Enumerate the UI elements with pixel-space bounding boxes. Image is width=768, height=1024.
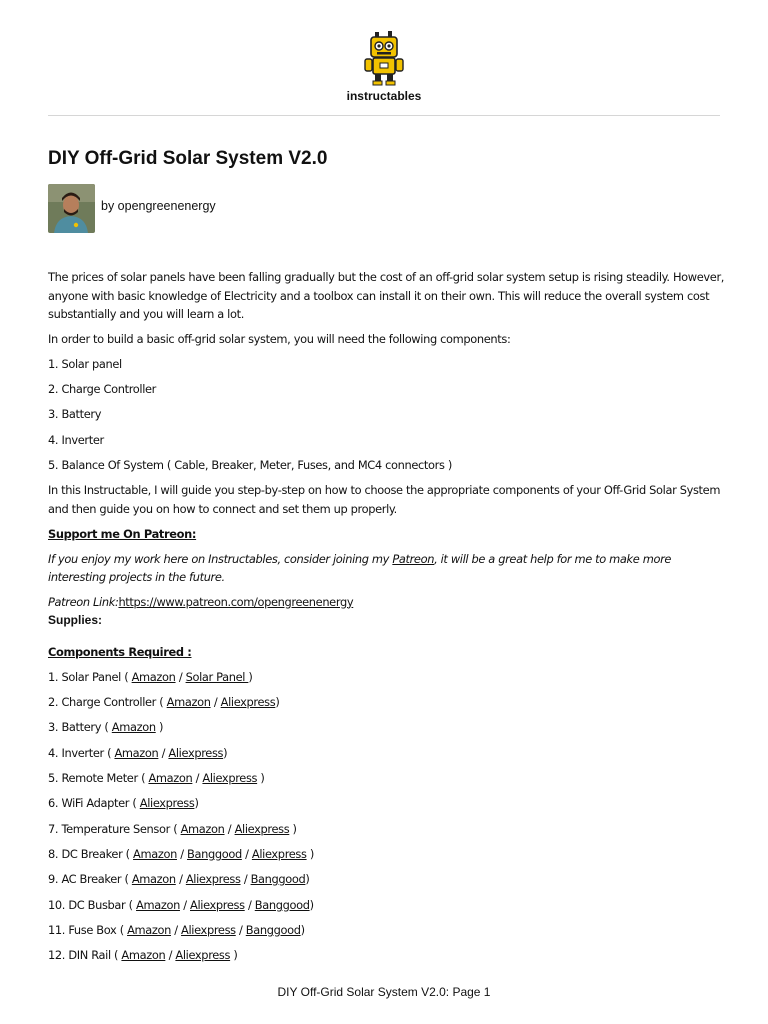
required-item-suffix: ) (275, 695, 280, 710)
link-separator: / (171, 922, 182, 937)
author-block (48, 184, 216, 233)
link-separator: / (176, 846, 188, 861)
author-avatar[interactable] (48, 184, 95, 233)
patreon-link[interactable]: Patreon (392, 551, 435, 566)
components-required-heading: Components Required : (48, 644, 192, 659)
component-item: 2. Charge Controller (48, 382, 157, 397)
page-title: DIY Off-Grid Solar System V2.0 (48, 148, 328, 169)
store-link[interactable]: Banggood (187, 846, 242, 861)
store-link[interactable]: Amazon (131, 669, 176, 684)
required-item-suffix: ) (289, 821, 297, 836)
required-item-label: 7. Temperature Sensor ( (48, 821, 181, 836)
store-link[interactable]: Amazon (131, 872, 176, 887)
required-item (48, 921, 728, 940)
required-item-label: 3. Battery ( (48, 720, 112, 735)
store-link[interactable]: Amazon (133, 846, 177, 861)
link-separator: / (175, 872, 186, 887)
required-item-suffix: ) (257, 771, 265, 786)
store-link[interactable]: Aliexpress (185, 872, 241, 887)
link-separator: / (210, 695, 221, 710)
required-item (48, 896, 728, 915)
required-item-label: 8. DC Breaker ( (48, 846, 134, 861)
patreon-paragraph (48, 550, 728, 587)
required-item-label: 12. DIN Rail ( (48, 948, 122, 963)
page-footer: DIY Off-Grid Solar System V2.0: Page 1 (277, 985, 491, 999)
store-link[interactable]: Aliexpress (251, 846, 307, 861)
author-byline[interactable]: by opengreenenergy (101, 198, 216, 213)
store-link[interactable]: Amazon (136, 897, 180, 912)
link-separator: / (175, 669, 186, 684)
store-link[interactable]: Aliexpress (234, 821, 290, 836)
header-divider (48, 115, 720, 116)
store-link[interactable]: Amazon (127, 922, 171, 937)
link-separator: / (240, 872, 251, 887)
required-item (48, 718, 728, 737)
link-separator: / (179, 897, 190, 912)
required-item (48, 744, 728, 763)
components-required-list (48, 668, 728, 965)
required-item-suffix: ) (309, 897, 314, 912)
store-link[interactable]: Aliexpress (202, 771, 258, 786)
guide-paragraph: In this Instructable, I will guide you step-by-step on how to choose the appropriate components of your Off-Grid Solar System and then guide you on how to connect and set them up properly. (48, 483, 721, 516)
required-item-suffix: ) (248, 669, 253, 684)
patreon-url-link[interactable]: https://www.patreon.com/opengreenenergy (118, 594, 354, 609)
required-item-suffix: ) (300, 922, 305, 937)
required-item-suffix: ) (305, 872, 310, 887)
required-item-suffix: ) (194, 796, 199, 811)
required-item-label: 2. Charge Controller ( (48, 695, 167, 710)
patreon-link-line (48, 593, 728, 612)
link-separator: / (158, 745, 169, 760)
required-item-suffix: ) (155, 720, 164, 735)
article-body (48, 268, 728, 965)
required-item (48, 820, 728, 839)
required-item-label: 4. Inverter ( (48, 745, 115, 760)
store-link[interactable]: Amazon (180, 821, 225, 836)
store-link[interactable]: Aliexpress (168, 745, 224, 760)
required-item (48, 693, 728, 712)
store-link[interactable]: Banggood (250, 872, 306, 887)
patreon-text-after: , it will be a great help for me to make more interesting projects in the future. (48, 551, 672, 585)
store-link[interactable]: Banggood (254, 897, 310, 912)
component-item: 3. Battery (48, 407, 102, 422)
instructables-robot-logo-icon[interactable] (362, 30, 406, 86)
store-link[interactable]: Aliexpress (181, 922, 236, 937)
required-item (48, 668, 728, 687)
required-item (48, 845, 728, 864)
required-item-label: 11. Fuse Box ( (48, 922, 128, 937)
store-link[interactable]: Aliexpress (190, 897, 245, 912)
required-item-suffix: ) (223, 745, 228, 760)
store-link[interactable]: Amazon (111, 720, 156, 735)
intro-paragraph: The prices of solar panels have been falling gradually but the cost of an off-grid solar system setup is rising steadily. However, anyone with basic knowledge of Electricity and a toolbox can install it on their own. This will reduce the overall system cost substantially and you will learn a lot. (48, 270, 725, 321)
required-item-suffix: ) (230, 948, 238, 963)
store-link[interactable]: Amazon (148, 771, 193, 786)
required-item (48, 769, 728, 788)
store-link[interactable]: Amazon (121, 948, 166, 963)
required-item-label: 6. WiFi Adapter ( (48, 796, 140, 811)
patreon-heading: Support me On Patreon: (48, 527, 197, 542)
store-link[interactable]: Amazon (166, 695, 211, 710)
store-link[interactable]: Banggood (245, 922, 301, 937)
required-item-suffix: ) (306, 846, 314, 861)
patreon-link-label: Patreon Link: (48, 594, 119, 609)
store-link[interactable]: Aliexpress (220, 695, 276, 710)
supplies-heading: Supplies: (48, 613, 103, 628)
required-item (48, 870, 728, 889)
required-item-label: 1. Solar Panel ( (48, 669, 132, 684)
required-item-label: 9. AC Breaker ( (48, 872, 132, 887)
required-item-label: 10. DC Busbar ( (48, 897, 137, 912)
component-item: 5. Balance Of System ( Cable, Breaker, Meter, Fuses, and MC4 connectors ) (48, 457, 452, 472)
required-item (48, 794, 728, 813)
link-separator: / (244, 897, 255, 912)
store-link[interactable]: Solar Panel (185, 669, 249, 684)
store-link[interactable]: Amazon (114, 745, 159, 760)
link-separator: / (224, 821, 235, 836)
component-item: 4. Inverter (48, 432, 104, 447)
store-link[interactable]: Aliexpress (139, 796, 195, 811)
brand-name[interactable]: instructables (346, 89, 422, 103)
store-link[interactable]: Aliexpress (175, 948, 231, 963)
components-intro: In order to build a basic off-grid solar system, you will need the following components: (48, 331, 511, 346)
patreon-text-before: If you enjoy my work here on Instructables, consider joining my (48, 551, 393, 566)
required-item-label: 5. Remote Meter ( (48, 771, 149, 786)
link-separator: / (235, 922, 246, 937)
link-separator: / (241, 846, 252, 861)
link-separator: / (192, 771, 203, 786)
required-item (48, 946, 728, 965)
component-item: 1. Solar panel (48, 356, 122, 371)
link-separator: / (165, 948, 176, 963)
site-header (0, 30, 768, 103)
